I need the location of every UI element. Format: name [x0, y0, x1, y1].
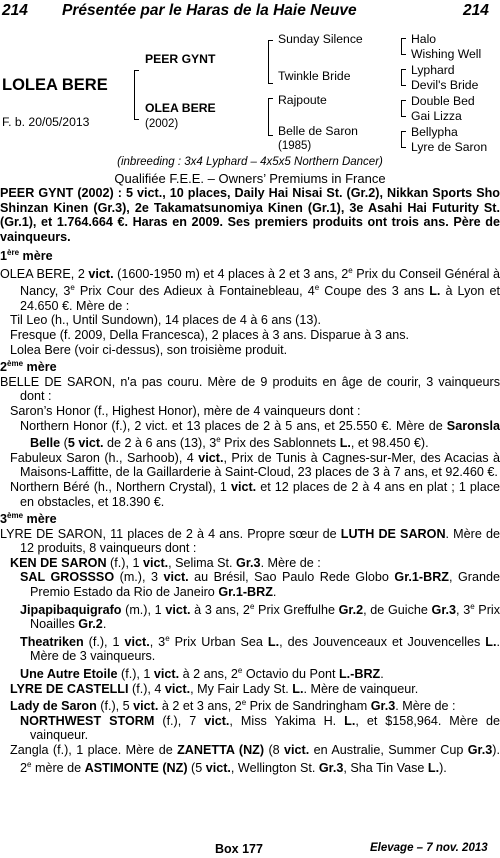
offspring-entry: Lady de Saron (f.), 5 vict. à 2 et 3 ans, 2e Prix de Sandringham Gr.3. Mère de : [10, 698, 456, 714]
offspring-entry: Fabuleux Saron (h., Sarhoob), 4 vict., Prix de Tunis à Cagnes-sur-Mer, des Acacias à Maisons-Laffitte, de la Gaillarderie à Saint-Cloud, 23 places de 3 à 7 ans, et 92.460 €. [10, 450, 500, 480]
pedigree-dam: OLEA BERE [145, 101, 216, 115]
offspring-entry: Une Autre Etoile (f.), 1 vict. à 2 ans, 2e Octavio du Pont L.-BRZ. [20, 666, 384, 682]
qualification-note: Qualifiée F.E.E. – Owners’ Premiums in France [114, 171, 386, 186]
offspring-entry: Til Leo (h., Until Sundown), 14 places de 4 à 6 ans (13). [10, 313, 322, 328]
sire-paragraph: PEER GYNT (2002) : 5 vict., 10 places, Daily Hai Nisai St. (Gr.2), Nikkan Sports Sho Shinzan Kinen (Gr.3), 2e Takamatsunomiya Kinen (Gr.1), 3e Asahi Hai Futurity St. (Gr.1), et 1.764.664 €. Haras en 2009. Ses premiers produits ont trois ans. Père de vainqueurs. [0, 186, 500, 244]
offspring-entry: Zangla (f.), 1 place. Mère de ZANETTA (NZ) (8 vict. en Australie, Summer Cup Gr.3). 2e mère de ASTIMONTE (NZ) (5 vict., Wellington St. Gr.3, Sha Tin Vase L.). [10, 743, 500, 775]
pedigree-dam-dam: Belle de Saron [278, 124, 358, 138]
pedigree-ssd: Wishing Well [411, 47, 482, 61]
offspring-entry: Jipapibaquigrafo (m.), 1 vict. à 3 ans, 2e Prix Greffulhe Gr.2, de Guiche Gr.3, 3e Prix Noailles Gr.2. [20, 601, 500, 632]
pedigree-dds: Bellypha [411, 125, 458, 139]
page-number-right: 214 [463, 2, 489, 19]
first-dam-entry: OLEA BERE, 2 vict. (1600-1950 m) et 4 places à 2 et 3 ans, 2e Prix du Conseil Général à Nancy, 3e Prix Cour des Adieux à Fontainebleau, 4e Coupe des 3 ans L. à Lyon et 24.650 €. Mère de : [0, 265, 500, 313]
pedigree-dam-year: (2002) [145, 118, 179, 130]
pedigree-dsd: Gai Lizza [411, 109, 462, 123]
offspring-entry: SAL GROSSSO (m.), 3 vict. au Brésil, Sao Paulo Rede Globo Gr.1-BRZ, Grande Premio Estado da Rio de Janeiro Gr.1-BRZ. [20, 570, 500, 600]
pedigree-bracket [401, 69, 406, 86]
family-text [0, 246, 500, 775]
offspring-entry: Lolea Bere (voir ci-dessus), son troisième produit. [10, 342, 288, 357]
pedigree-sire-dam: Twinkle Bride [278, 69, 351, 83]
pedigree-sire-sire: Sunday Silence [278, 32, 363, 46]
section-first-dam-title: 1ère mère [0, 248, 53, 263]
page-number-left: 214 [2, 2, 28, 19]
pedigree-dam-dam-year: (1985) [278, 140, 312, 152]
page-title: Présentée par le Haras de la Haie Neuve [62, 2, 357, 19]
offspring-entry: Saron’s Honor (f., Highest Honor), mère de 4 vainqueurs dont : [10, 403, 361, 418]
pedigree-bracket [401, 131, 406, 148]
horse-name: LOLEA BERE [2, 76, 108, 94]
box-number: Box 177 [215, 842, 263, 856]
pedigree-sire: PEER GYNT [145, 52, 216, 66]
offspring-entry: LYRE DE CASTELLI (f.), 4 vict., My Fair Lady St. L.. Mère de vainqueur. [10, 681, 419, 696]
section-third-dam-title: 3ème mère [0, 511, 57, 527]
offspring-entry: KEN DE SARON (f.), 1 vict., Selima St. Gr.3. Mère de : [10, 555, 321, 570]
publication-info: Elevage – 7 nov. 2013 [370, 842, 488, 854]
pedigree-ddd: Lyre de Saron [411, 140, 488, 154]
pedigree-dss: Double Bed [411, 94, 475, 108]
pedigree-bracket [401, 100, 406, 117]
pedigree-bracket [134, 70, 139, 120]
pedigree-dam-sire: Rajpoute [278, 93, 327, 107]
third-dam-entry: LYRE DE SARON, 11 places de 2 à 4 ans. Propre sœur de LUTH DE SARON. Mère de 12 produits, 8 vainqueurs dont : [0, 526, 500, 556]
offspring-entry: Fresque (f. 2009, Della Francesca), 2 places à 3 ans. Disparue à 3 ans. [10, 327, 410, 342]
pedigree-bracket [401, 38, 406, 55]
pedigree-bracket [268, 40, 273, 84]
offspring-entry: NORTHWEST STORM (f.), 7 vict., Miss Yakima H. L., et $158,964. Mère de vainqueur. [20, 713, 500, 743]
offspring-entry: Northern Béré (h., Northern Crystal), 1 vict. et 12 places de 2 à 4 ans en plat ; 1 place en obstacles, et 18.390 €. [10, 479, 500, 509]
section-second-dam-title: 2ème mère [0, 359, 57, 375]
horse-info: F. b. 20/05/2013 [2, 115, 90, 129]
offspring-entry: Theatriken (f.), 1 vict., 3e Prix Urban Sea L., des Jouvenceaux et Jouvencelles L.. Mère de 3 vainqueurs. [20, 633, 500, 664]
pedigree-sds: Lyphard [411, 63, 455, 77]
offspring-entry: Northern Honor (f.), 2 vict. et 13 places de 2 à 5 ans, et 25.550 €. Mère de Saronsla Belle (5 vict. de 2 à 6 ans (13), 3e Prix des Sablonnets L., et 98.450 €). [20, 418, 500, 451]
pedigree-bracket [268, 98, 273, 136]
inbreeding-note: (inbreeding : 3x4 Lyphard – 4x5x5 Northern Dancer) [117, 156, 383, 168]
pedigree-sss: Halo [411, 32, 437, 46]
second-dam-entry: BELLE DE SARON, n'a pas couru. Mère de 9 produits en âge de courir, 3 vainqueurs dont : [0, 374, 500, 404]
pedigree-sdd: Devil's Bride [411, 78, 479, 92]
